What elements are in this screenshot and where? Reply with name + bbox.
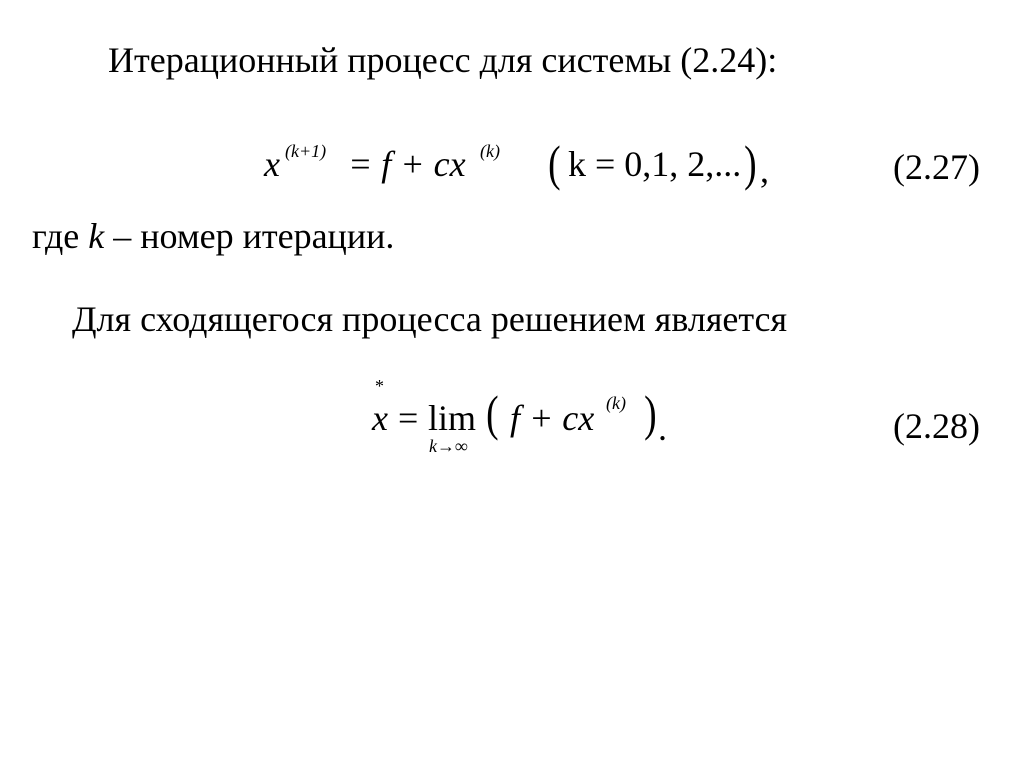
eq2-body: f + cx — [510, 398, 595, 438]
solution-intro — [72, 301, 787, 337]
eq2-number: (2.28) — [893, 406, 980, 446]
eq2-equals: = — [398, 398, 419, 438]
eq1-lhs-x: x — [264, 144, 280, 184]
eq2-right-paren: ) — [644, 385, 657, 441]
eq1-rhs — [348, 146, 466, 182]
definition-prefix: где — [32, 216, 89, 256]
eq1-rhs-superscript: (k) — [480, 141, 500, 161]
eq1-condition: k = 0,1, 2,... — [568, 144, 742, 184]
eq1-number: (2.27) — [893, 147, 980, 187]
eq2-lhs-x: x — [372, 398, 388, 438]
iteration-definition — [32, 218, 394, 254]
eq1-comma: , — [760, 150, 769, 190]
solution-intro-content: Для сходящегося процесса решением является — [72, 299, 788, 339]
eq1-left-paren: ( — [548, 135, 561, 191]
eq2-body-superscript: (k) — [606, 393, 626, 413]
intro-text — [108, 42, 777, 78]
eq2-star: * — [375, 376, 384, 396]
eq2-left-paren: ( — [486, 385, 499, 441]
definition-suffix: – номер итерации. — [104, 216, 395, 256]
eq1-lhs-superscript: (k+1) — [285, 141, 327, 161]
eq1-right-paren: ) — [744, 135, 757, 191]
eq2-lim-subscript: k→∞ — [429, 436, 468, 456]
eq2-lim: lim — [428, 398, 477, 438]
eq2-period: . — [658, 408, 667, 448]
eq1-rhs-expression: = f + cx — [348, 144, 466, 184]
definition-k: k — [88, 216, 105, 256]
intro-text-content: Итерационный процесс для системы (2.24): — [108, 40, 778, 80]
